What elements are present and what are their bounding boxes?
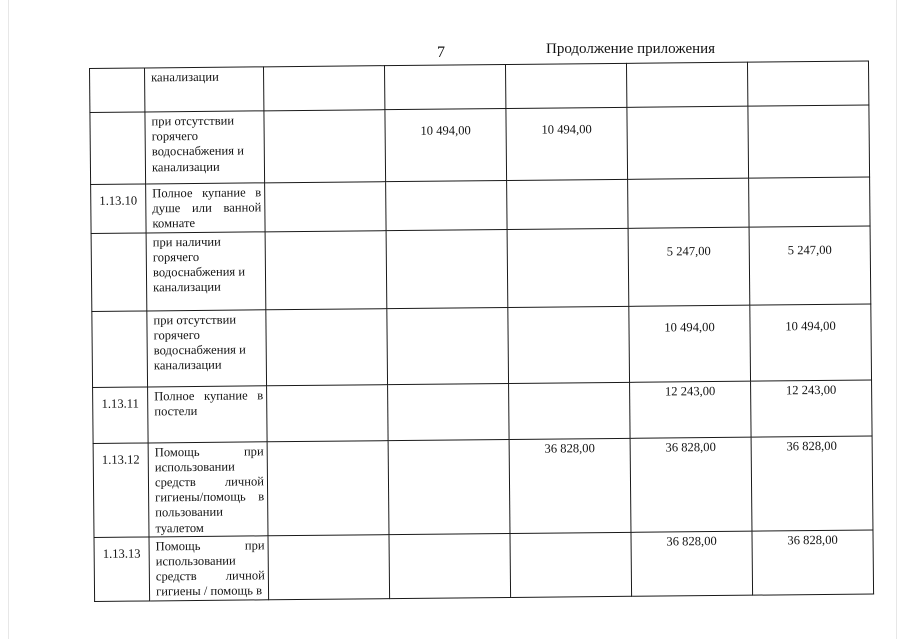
page-number: 7 — [437, 44, 445, 61]
table-row — [91, 226, 871, 311]
row-number-cell: 1.13.10 — [91, 184, 146, 233]
value-cell — [266, 308, 388, 385]
value-cell — [748, 105, 870, 178]
value-cell — [509, 382, 631, 439]
table-row — [93, 436, 873, 538]
row-number-cell — [90, 68, 145, 113]
value-cell — [384, 65, 505, 110]
service-name-cell: при отсутствии горячего водоснабжения и канализации — [145, 111, 265, 184]
service-name-cell: при наличии горячего водоснабжения и канализации — [146, 231, 266, 310]
value-cell: 10 494,00 — [629, 305, 751, 382]
service-name-cell: Полное купание в душе или ванной комнате — [146, 183, 265, 233]
value-cell — [386, 229, 508, 308]
value-cell: 36 828,00 — [630, 437, 752, 532]
value-cell — [507, 179, 628, 229]
value-cell: 10 494,00 — [750, 304, 872, 381]
table-row — [94, 530, 874, 601]
value-cell — [264, 110, 386, 183]
value-cell — [263, 66, 384, 111]
row-number-cell: 1.13.12 — [93, 443, 149, 538]
value-cell — [387, 307, 509, 384]
value-cell — [267, 384, 389, 441]
row-number-cell: 1.13.13 — [94, 537, 150, 601]
row-number-cell — [92, 311, 148, 388]
value-cell — [747, 61, 868, 106]
table-row — [92, 304, 872, 387]
value-cell — [388, 439, 510, 534]
value-cell — [268, 534, 390, 599]
row-number-cell — [90, 112, 146, 185]
page-title: Продолжение приложения — [546, 41, 716, 57]
value-cell — [389, 533, 511, 598]
value-cell: 36 828,00 — [631, 531, 753, 596]
tariff-table — [89, 61, 874, 602]
value-cell: 36 828,00 — [509, 438, 631, 533]
value-cell — [508, 306, 630, 383]
value-cell: 36 828,00 — [751, 436, 873, 531]
table-row — [90, 105, 870, 184]
value-cell — [628, 178, 749, 228]
value-cell — [626, 62, 747, 107]
row-number-cell: 1.13.11 — [93, 387, 149, 444]
service-name-cell: Помощь при использовании средств личной гигиены/помощь в пользовании туалетом — [148, 441, 268, 536]
value-cell: 36 828,00 — [752, 530, 874, 595]
value-cell: 5 247,00 — [628, 227, 750, 306]
service-name-cell: Помощь при использовании средств личной гигиены / помощь в — [149, 536, 269, 601]
scan-edge-right — [896, 0, 897, 639]
value-cell — [627, 106, 749, 179]
table-row — [90, 61, 869, 112]
scan-edge-left — [8, 0, 9, 639]
value-cell: 12 243,00 — [630, 381, 752, 438]
value-cell — [267, 440, 389, 535]
value-cell — [510, 532, 632, 597]
value-cell: 10 494,00 — [506, 107, 628, 180]
value-cell — [265, 182, 386, 232]
value-cell — [265, 230, 387, 309]
value-cell: 10 494,00 — [385, 108, 507, 181]
value-cell — [505, 63, 626, 108]
value-cell: 12 243,00 — [751, 380, 873, 437]
table-row — [91, 177, 870, 233]
value-cell — [749, 177, 870, 227]
service-name-cell: канализации — [145, 67, 264, 112]
value-cell: 5 247,00 — [749, 226, 871, 305]
row-number-cell — [91, 233, 147, 312]
value-cell — [388, 383, 510, 440]
service-name-cell: Полное купание в постели — [148, 385, 268, 442]
value-cell — [386, 180, 507, 230]
value-cell — [507, 228, 629, 307]
service-name-cell: при отсутствии горячего водоснабжения и канализации — [147, 309, 267, 386]
table-row — [93, 380, 873, 443]
